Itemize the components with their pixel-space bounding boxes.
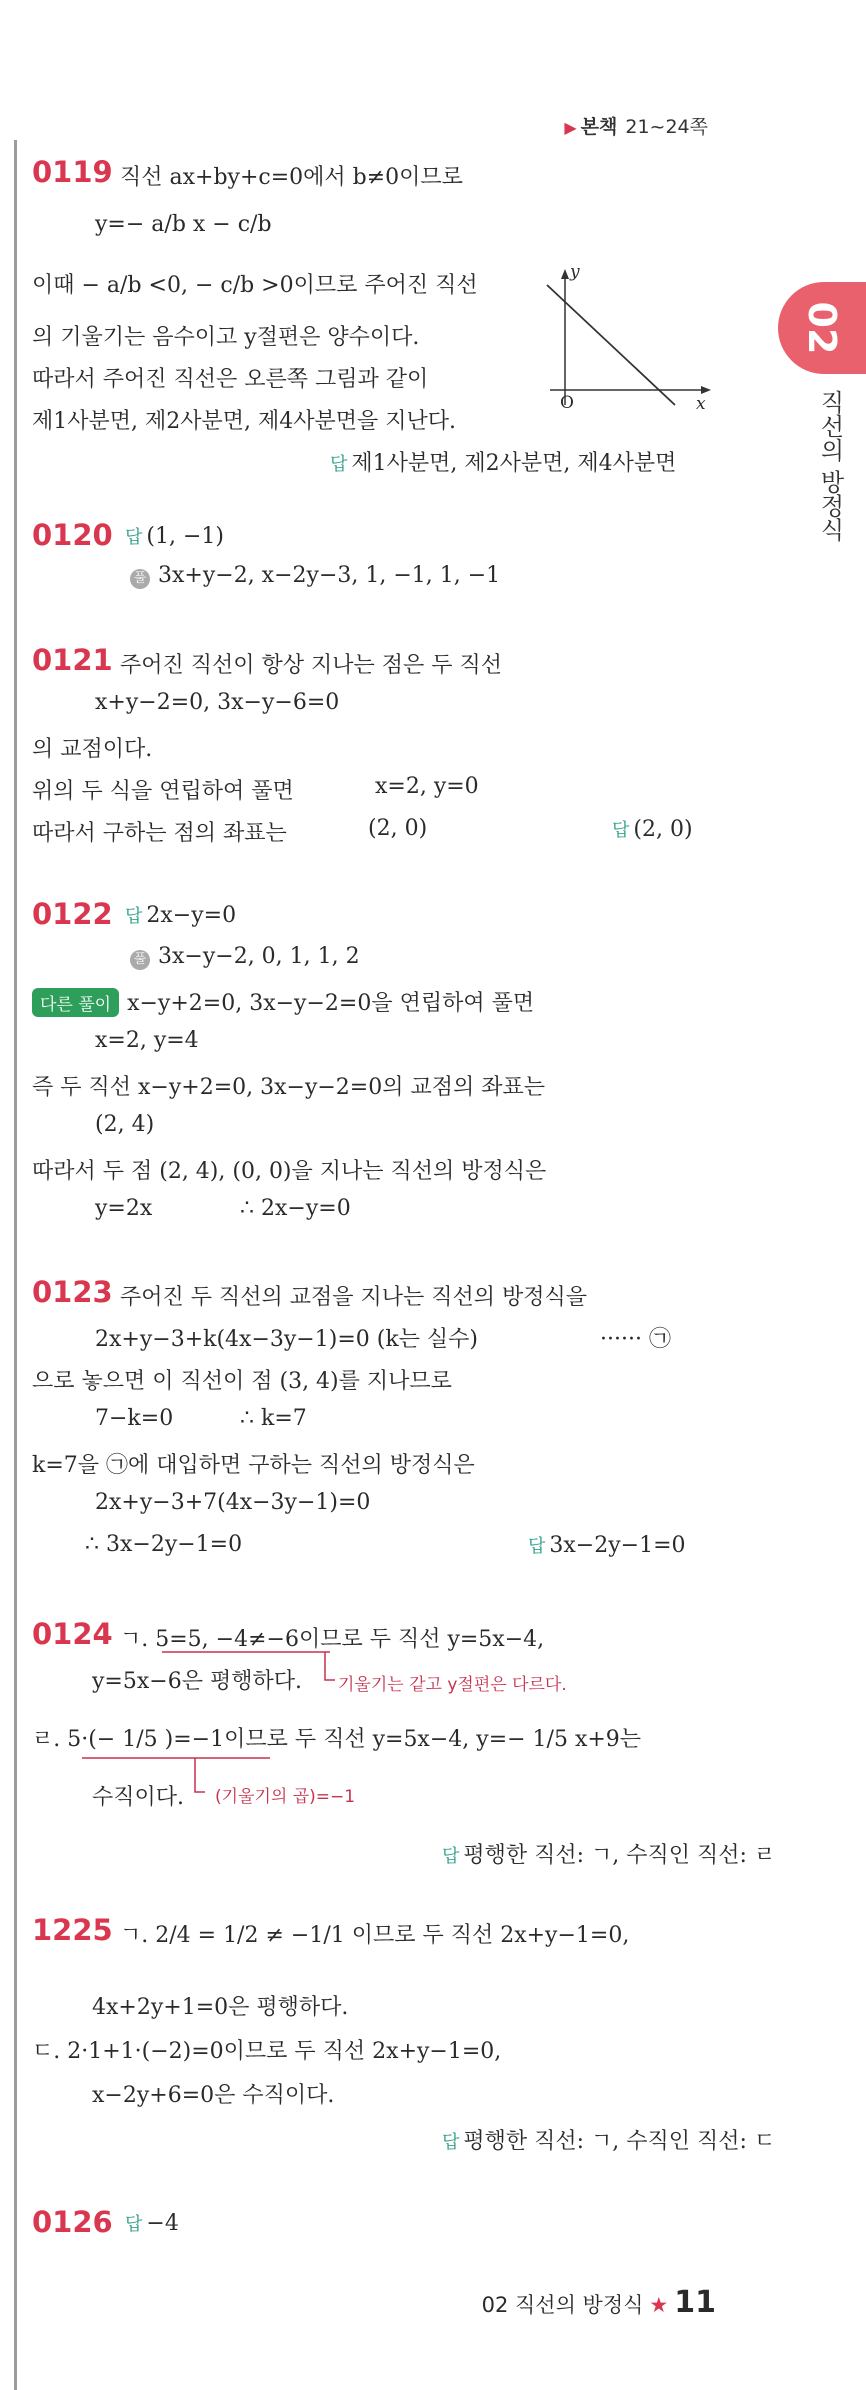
math-line: ······ ㉠ bbox=[600, 1327, 671, 1352]
problem-number: 0120 bbox=[32, 518, 113, 552]
alt-solution-badge: 다른 풀이 bbox=[32, 988, 119, 1017]
text-line bbox=[32, 986, 534, 1017]
text-line: 제1사분면, 제2사분면, 제4사분면을 지난다. bbox=[32, 409, 456, 434]
math-line: y=2x bbox=[95, 1196, 153, 1221]
problem-number: 0126 bbox=[32, 2205, 113, 2239]
answer-text: 평행한 직선: ㄱ, 수직인 직선: ㄷ bbox=[463, 2129, 776, 2154]
footer-chapter: 02 직선의 방정식 bbox=[481, 2293, 644, 2317]
text-line: 주어진 직선이 항상 지나는 점은 두 직선 bbox=[120, 653, 502, 678]
text-line: 의 기울기는 음수이고 y절편은 양수이다. bbox=[32, 325, 420, 350]
text-line: 수직이다. bbox=[92, 1785, 185, 1810]
answer-text: (1, −1) bbox=[146, 524, 224, 549]
answer-icon: 답 bbox=[442, 1846, 460, 1867]
answer-line bbox=[125, 902, 236, 928]
answer-icon: 답 bbox=[442, 2132, 460, 2153]
text-line: 따라서 두 점 (2, 4), (0, 0)을 지나는 직선의 방정식은 bbox=[32, 1159, 547, 1184]
text-line: ㄱ. 5=5, −4≠−6이므로 두 직선 y=5x−4, bbox=[120, 1627, 545, 1652]
answer-line bbox=[125, 523, 224, 549]
answer-line bbox=[330, 446, 676, 477]
math-line: x=2, y=4 bbox=[95, 1028, 199, 1053]
answer-text: −4 bbox=[146, 2211, 179, 2236]
answer-text: 3x−2y−1=0 bbox=[549, 1533, 686, 1558]
text-line: 위의 두 식을 연립하여 풀면 bbox=[32, 779, 294, 804]
answer-text: (2, 0) bbox=[633, 817, 693, 842]
star-icon: ★ bbox=[649, 2293, 669, 2317]
text-line: ㄱ. 2/4 = 1/2 ≠ −1/1 이므로 두 직선 2x+y−1=0, bbox=[120, 1923, 630, 1948]
chapter-title: 직선의 방정식 bbox=[816, 390, 844, 542]
answer-icon: 답 bbox=[125, 2214, 143, 2235]
y-axis-label: y bbox=[570, 262, 580, 282]
math-line: 7−k=0 bbox=[95, 1406, 174, 1431]
problem-number: 0123 bbox=[32, 1275, 113, 1309]
hint-text: 3x−y−2, 0, 1, 1, 2 bbox=[158, 944, 360, 969]
hint-icon: 풀 bbox=[130, 950, 150, 970]
math-line: 2x+y−3+7(4x−3y−1)=0 bbox=[95, 1490, 371, 1515]
text-line: x−2y+6=0은 수직이다. bbox=[92, 2083, 335, 2108]
text-line: 의 교점이다. bbox=[32, 737, 153, 762]
math-line: (2, 4) bbox=[95, 1112, 155, 1137]
hint-text: 3x+y−2, x−2y−3, 1, −1, 1, −1 bbox=[158, 563, 501, 588]
math-line: (2, 0) bbox=[368, 816, 428, 841]
text-line: k=7을 ㉠에 대입하면 구하는 직선의 방정식은 bbox=[32, 1453, 475, 1478]
left-margin-rule bbox=[14, 140, 17, 2390]
chapter-number: 02 bbox=[800, 301, 844, 355]
text-line: ㄹ. 5·(− 1/5 )=−1이므로 두 직선 y=5x−4, y=− 1/5 x+9는 bbox=[32, 1727, 642, 1752]
problem-number: 0119 bbox=[32, 155, 113, 189]
hint-icon: 풀 bbox=[130, 569, 150, 589]
math-line: ∴ 2x−y=0 bbox=[240, 1196, 351, 1221]
math-line: y=− a/b x − c/b bbox=[95, 212, 272, 237]
section-label: 본책 bbox=[580, 116, 618, 138]
answer-line bbox=[528, 1532, 686, 1558]
origin-label: O bbox=[560, 393, 574, 413]
arrow-icon: ▶ bbox=[564, 118, 577, 137]
answer-line bbox=[125, 2210, 179, 2236]
answer-line bbox=[612, 816, 693, 842]
answer-text: 제1사분면, 제2사분면, 제4사분면 bbox=[351, 451, 677, 476]
text-line: 직선 ax+by+c=0에서 b≠0이므로 bbox=[120, 165, 463, 190]
page-number: 11 bbox=[674, 2285, 716, 2320]
problem-number: 0124 bbox=[32, 1617, 113, 1651]
math-line: ∴ k=7 bbox=[240, 1406, 307, 1431]
text-line: 이때 − a/b <0, − c/b >0이므로 주어진 직선 bbox=[32, 273, 478, 298]
annotation-note: (기울기의 곱)=−1 bbox=[215, 1787, 356, 1807]
answer-icon: 답 bbox=[528, 1536, 546, 1557]
problem-number: 1225 bbox=[32, 1913, 113, 1947]
answer-icon: 답 bbox=[125, 906, 143, 927]
page-range: 21~24쪽 bbox=[625, 116, 708, 138]
answer-icon: 답 bbox=[612, 820, 630, 841]
line-text: x−y+2=0, 3x−y−2=0을 연립하여 풀면 bbox=[127, 991, 535, 1016]
chapter-tab bbox=[778, 282, 866, 374]
math-line: x=2, y=0 bbox=[375, 774, 479, 799]
hint-line bbox=[130, 563, 500, 589]
hint-line bbox=[130, 944, 360, 970]
annotation-note: 기울기는 같고 y절편은 다르다. bbox=[338, 1675, 567, 1695]
answer-line bbox=[442, 1838, 775, 1869]
problem-number: 0121 bbox=[32, 643, 113, 677]
x-axis-label: x bbox=[696, 394, 706, 414]
text-line: 4x+2y+1=0은 평행하다. bbox=[92, 1995, 349, 2020]
answer-line bbox=[442, 2124, 775, 2155]
text-line: 즉 두 직선 x−y+2=0, 3x−y−2=0의 교점의 좌표는 bbox=[32, 1075, 545, 1100]
answer-icon: 답 bbox=[330, 454, 348, 475]
math-line: ∴ 3x−2y−1=0 bbox=[85, 1532, 243, 1557]
answer-text: 2x−y=0 bbox=[146, 903, 237, 928]
text-line: 주어진 두 직선의 교점을 지나는 직선의 방정식을 bbox=[120, 1285, 588, 1310]
problem-number: 0122 bbox=[32, 897, 113, 931]
answer-icon: 답 bbox=[125, 527, 143, 548]
text-line: y=5x−6은 평행하다. bbox=[92, 1669, 302, 1694]
math-line: 2x+y−3+k(4x−3y−1)=0 (k는 실수) bbox=[95, 1327, 478, 1352]
page-reference bbox=[564, 112, 708, 139]
underline-bracket bbox=[160, 1650, 340, 1690]
text-line: 따라서 구하는 점의 좌표는 bbox=[32, 821, 287, 846]
text-line: ㄷ. 2·1+1·(−2)=0이므로 두 직선 2x+y−1=0, bbox=[32, 2039, 502, 2064]
math-line: x+y−2=0, 3x−y−6=0 bbox=[95, 690, 340, 715]
text-line: 으로 놓으면 이 직선이 점 (3, 4)를 지나므로 bbox=[32, 1369, 452, 1394]
answer-text: 평행한 직선: ㄱ, 수직인 직선: ㄹ bbox=[463, 1843, 776, 1868]
text-line: 따라서 주어진 직선은 오른쪽 그림과 같이 bbox=[32, 367, 429, 392]
page-footer bbox=[482, 2285, 716, 2320]
